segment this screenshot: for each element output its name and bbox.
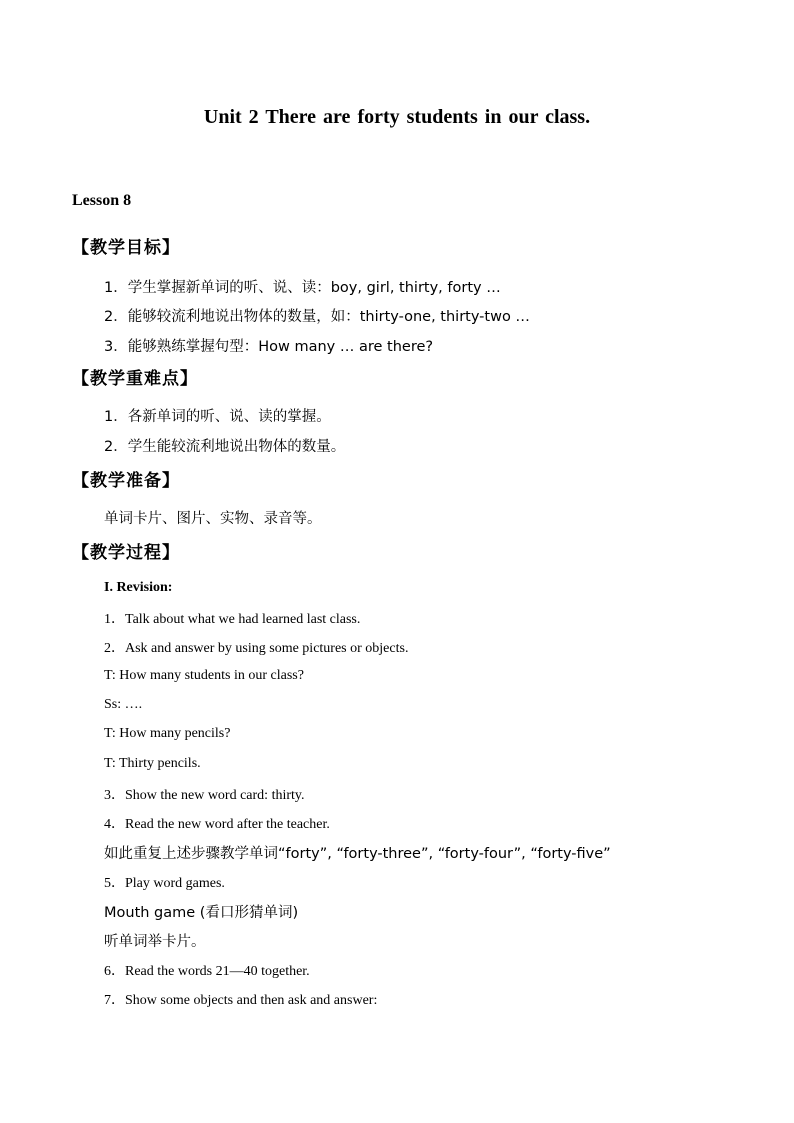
- key-point-item-2: 2．学生能较流利地说出物体的数量。: [104, 439, 346, 455]
- revision-subheading: I. Revision:: [104, 580, 173, 595]
- objectives-heading: 【教学目标】: [72, 238, 180, 258]
- process-line-10: 5．Play word games.: [104, 876, 225, 891]
- process-line-12: 听单词举卡片。: [104, 934, 206, 950]
- process-heading: 【教学过程】: [72, 543, 180, 563]
- process-line-1: 1．Talk about what we had learned last class.: [104, 612, 361, 627]
- process-line-2: 2．Ask and answer by using some pictures or objects.: [104, 641, 409, 656]
- process-line-5: T: How many pencils?: [104, 726, 231, 741]
- preparation-text: 单词卡片、图片、实物、录音等。: [104, 511, 322, 527]
- objective-item-1: 1．学生掌握新单词的听、说、读：boy, girl, thirty, forty …: [104, 280, 501, 296]
- process-line-13: 6．Read the words 21—40 together.: [104, 964, 310, 979]
- preparation-heading: 【教学准备】: [72, 471, 180, 491]
- process-line-7: 3．Show the new word card: thirty.: [104, 788, 305, 803]
- process-line-3: T: How many students in our class?: [104, 668, 304, 683]
- objective-item-3: 3．能够熟练掌握句型：How many … are there?: [104, 339, 434, 355]
- process-line-6: T: Thirty pencils.: [104, 756, 201, 771]
- document-title: Unit 2 There are forty students in our class.: [203, 106, 591, 128]
- process-line-9: 如此重复上述步骤教学单词“forty”, “forty-three”, “forty-four”, “forty-five”: [104, 846, 611, 862]
- process-line-14: 7．Show some objects and then ask and answer:: [104, 993, 378, 1008]
- key-points-heading: 【教学重难点】: [72, 369, 198, 389]
- lesson-label: Lesson 8: [72, 192, 132, 209]
- process-line-4: Ss: ….: [104, 697, 143, 712]
- key-point-item-1: 1．各新单词的听、说、读的掌握。: [104, 409, 331, 425]
- process-line-11: Mouth game (看口形猜单词): [104, 905, 299, 921]
- process-line-8: 4．Read the new word after the teacher.: [104, 817, 330, 832]
- objective-item-2: 2．能够较流利地说出物体的数量，如：thirty-one, thirty-two …: [104, 309, 530, 325]
